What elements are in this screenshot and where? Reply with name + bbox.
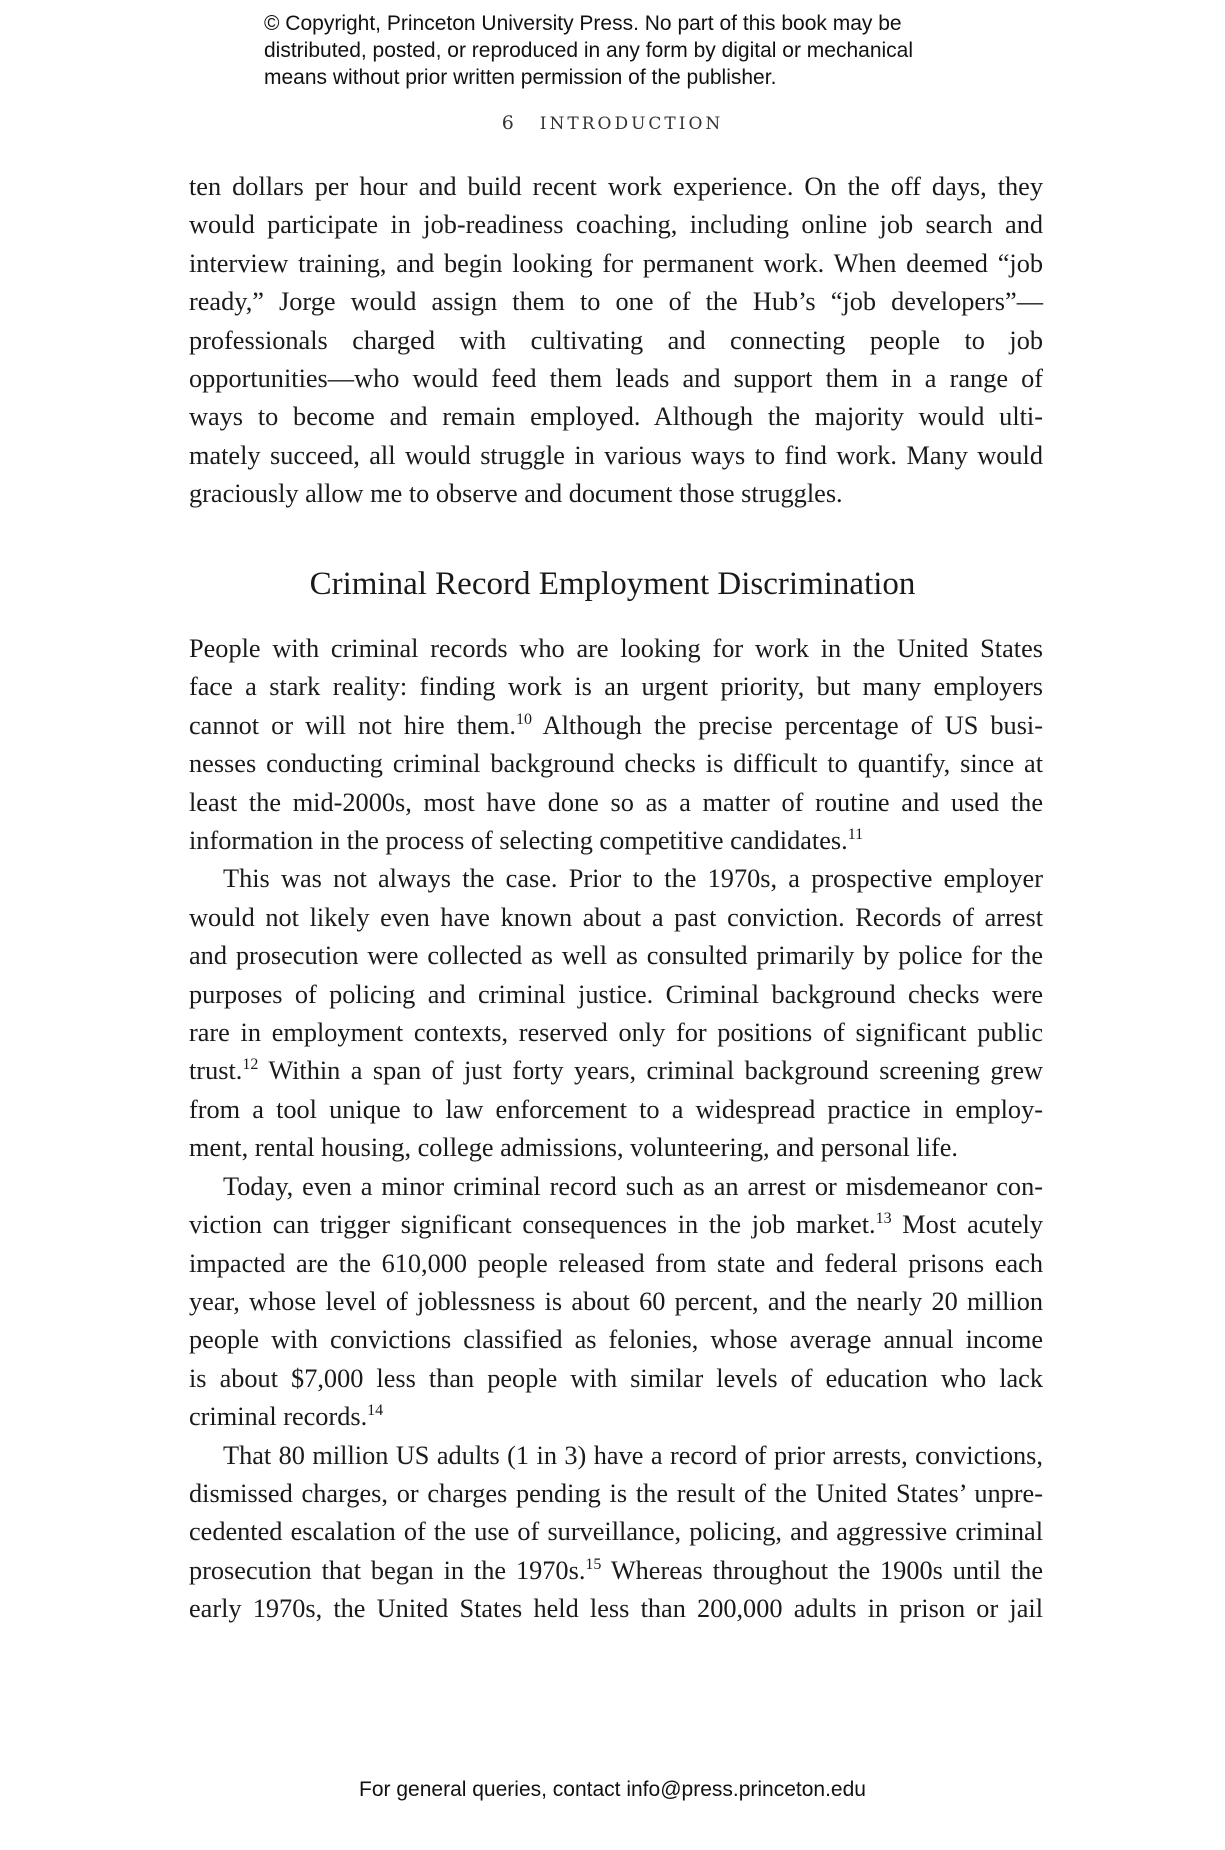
text-line: This was not always the case. Prior to the 1970s, a prospective employer (223, 864, 1043, 894)
text-line: would not likely even have known about a past conviction. Records of arrest (189, 902, 1043, 932)
text-line: viction can trigger significant consequences in the job market.$^{13}$ Most acutely (189, 1210, 1043, 1240)
copyright-line: means without prior written permission of the publisher. (264, 66, 777, 89)
text-line: Today, even a minor criminal record such as an arrest or misdemeanor con- (223, 1171, 1043, 1201)
text-line: least the mid-2000s, most have done so as a matter of routine and used the (189, 787, 1043, 817)
text-line: would participate in job-readiness coaching, including online job search and (189, 210, 1043, 240)
paragraph (189, 1168, 1043, 1437)
text-line: people with convictions classified as felonies, whose average annual income (189, 1325, 1043, 1355)
text-line: impacted are the 610,000 people released from state and federal prisons each (189, 1248, 1043, 1278)
text-line: cannot or will not hire them.$^{10}$ Although the precise percentage of US busi- (189, 710, 1043, 740)
paragraph (189, 1437, 1043, 1629)
paragraph-continued (189, 168, 1043, 514)
text-line: rare in employment contexts, reserved only for positions of significant public (189, 1018, 1043, 1048)
footnote-marker[interactable]: 15 (585, 1555, 602, 1573)
text-line: early 1970s, the United States held less than 200,000 adults in prison or jail (189, 1594, 1043, 1624)
footnote-marker[interactable]: 10 (515, 711, 532, 729)
text-line: criminal records.$^{14}$ (189, 1402, 384, 1432)
text-line: ways to become and remain employed. Although the majority would ulti- (189, 402, 1043, 432)
paragraph (189, 630, 1043, 860)
copyright-line: distributed, posted, or reproduced in any form by digital or mechanical (264, 39, 914, 62)
copyright-notice (264, 10, 1024, 91)
text-line: People with criminal records who are looking for work in the United States (189, 634, 1043, 663)
section-heading: Criminal Record Employment Discrimination (309, 566, 916, 602)
text-line: is about $7,000 less than people with similar levels of education who lack (189, 1363, 1043, 1393)
page-number: 6 (501, 112, 514, 134)
footnote-marker[interactable]: 12 (242, 1056, 259, 1074)
text-line: professionals charged with cultivating and connecting people to job (189, 325, 1043, 355)
footer-contact: For general queries, contact info@press.princeton.edu (359, 1778, 866, 1801)
text-line: from a tool unique to law enforcement to a widespread practice in employ- (189, 1094, 1043, 1124)
text-line: prosecution that began in the 1970s.$^{15}$ Whereas throughout the 1900s until the (189, 1555, 1043, 1585)
section-body (189, 630, 1043, 1629)
text-line: ready,” Jorge would assign them to one of the Hub’s “job developers”— (189, 287, 1043, 317)
text-line: ment, rental housing, college admissions, volunteering, and personal life. (189, 1133, 959, 1163)
text-line: trust.$^{12}$ Within a span of just forty years, criminal background screening grew (189, 1056, 1043, 1086)
text-line: information in the process of selecting competitive candidates.$^{11}$ (189, 826, 864, 856)
text-line: year, whose level of joblessness is about 60 percent, and the nearly 20 million (189, 1286, 1043, 1316)
paragraph (189, 860, 1043, 1167)
text-line: That 80 million US adults (1 in 3) have a record of prior arrests, convictions, (223, 1440, 1043, 1470)
text-line: and prosecution were collected as well as consulted primarily by police for the (189, 941, 1043, 971)
text-line: graciously allow me to observe and document those struggles. (189, 479, 843, 509)
text-line: ten dollars per hour and build recent work experience. On the off days, they (189, 172, 1043, 201)
text-line: cedented escalation of the use of surveillance, policing, and aggressive criminal (189, 1517, 1043, 1547)
footnote-marker[interactable]: 14 (367, 1402, 384, 1420)
text-line: mately succeed, all would struggle in various ways to find work. Many would (189, 440, 1043, 470)
copyright-line: © Copyright, Princeton University Press. No part of this book may be (264, 12, 902, 35)
text-line: purposes of policing and criminal justice. Criminal background checks were (189, 979, 1043, 1009)
text-line: face a stark reality: finding work is an urgent priority, but many employers (189, 672, 1043, 702)
running-head (0, 112, 1225, 134)
chapter-title: INTRODUCTION (539, 114, 724, 134)
footnote-marker[interactable]: 13 (875, 1210, 892, 1228)
footnote-marker[interactable]: 11 (847, 826, 864, 844)
text-line: interview training, and begin looking for permanent work. When deemed “job (189, 248, 1043, 278)
text-line: opportunities—who would feed them leads and support them in a range of (189, 364, 1043, 394)
text-line: dismissed charges, or charges pending is the result of the United States’ unpre- (189, 1478, 1043, 1508)
text-line: nesses conducting criminal background checks is difficult to quantify, since at (189, 749, 1043, 779)
